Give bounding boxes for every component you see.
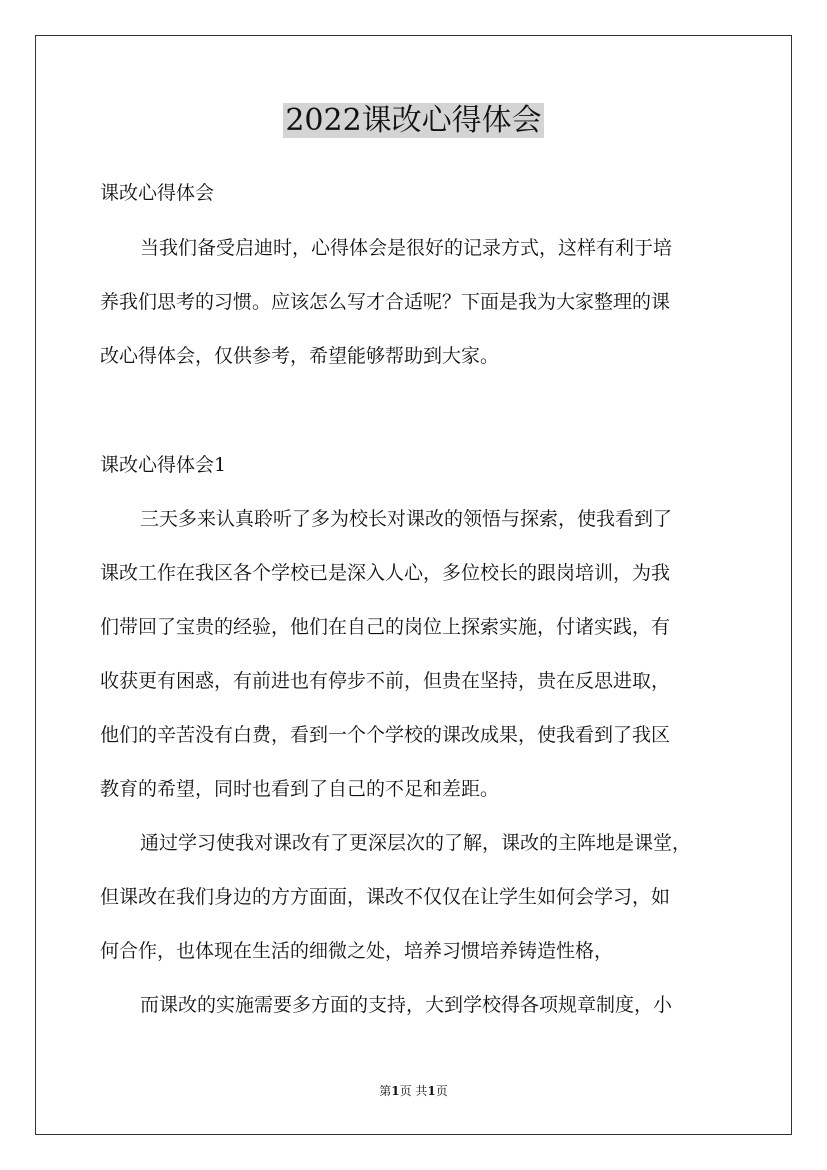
para1-line-1: 三天多来认真聆听了多为校长对课改的领悟与探索，使我看到了 — [140, 508, 673, 530]
para1-line-3: 们带回了宝贵的经验，他们在自己的岗位上探索实施，付诸实践，有 — [100, 616, 671, 638]
intro-line-1: 当我们备受启迪时，心得体会是很好的记录方式，这样有利于培 — [140, 237, 673, 259]
document-title-text: 2022课改心得体会 — [285, 103, 542, 138]
footer-mid: 页 共 — [399, 1084, 428, 1098]
para1-line-2: 课改工作在我区各个学校已是深入人心，多位校长的跟岗培训，为我 — [100, 562, 671, 584]
footer-page-number: 1 — [391, 1084, 400, 1098]
para2-line-3: 何合作，也体现在生活的细微之处，培养习惯培养铸造性格， — [100, 940, 614, 962]
para1-line-4: 收获更有困惑，有前进也有停步不前，但贵在坚持，贵在反思进取， — [100, 670, 671, 692]
section-heading: 课改心得体会1 — [100, 454, 227, 476]
intro-line-3: 改心得体会，仅供参考，希望能够帮助到大家。 — [100, 345, 500, 367]
footer-suffix: 页 — [435, 1084, 448, 1098]
para1-line-5: 他们的辛苦没有白费，看到一个个学校的课改成果，使我看到了我区 — [100, 724, 671, 746]
para2-line-2: 但课改在我们身边的方方面面，课改不仅仅在让学生如何会学习，如 — [100, 886, 671, 908]
para2-line-1: 通过学习使我对课改有了更深层次的了解，课改的主阵地是课堂， — [140, 832, 692, 854]
intro-line-2: 养我们思考的习惯。应该怎么写才合适呢？下面是我为大家整理的课 — [100, 291, 671, 313]
para1-line-6: 教育的希望，同时也看到了自己的不足和差距。 — [100, 778, 500, 800]
footer-page-total: 1 — [427, 1084, 436, 1098]
document-title — [0, 100, 827, 142]
para3-line-1: 而课改的实施需要多方面的支持，大到学校得各项规章制度，小 — [140, 994, 673, 1016]
subtitle: 课改心得体会 — [100, 182, 215, 204]
footer-prefix: 第 — [379, 1084, 392, 1098]
page-footer — [0, 1083, 827, 1099]
